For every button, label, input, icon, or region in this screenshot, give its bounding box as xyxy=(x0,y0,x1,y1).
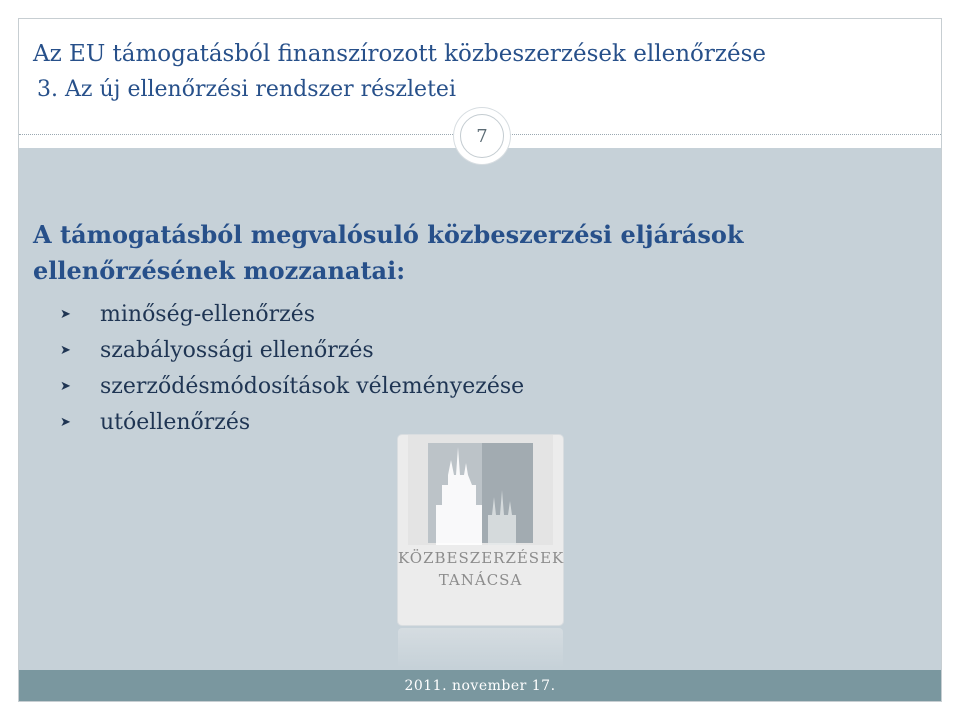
slide-subtitle: 3. Az új ellenőrzési rendszer részletei xyxy=(37,77,456,102)
arrowhead-bullet-icon: ➤ xyxy=(60,342,71,358)
arrowhead-bullet-icon: ➤ xyxy=(60,414,71,430)
logo-text-line2: TANÁCSA xyxy=(438,571,523,589)
content-heading: A támogatásból megvalósuló közbeszerzési eljárások ellenőrzésének mozzanatai: xyxy=(33,220,744,285)
list-item xyxy=(60,368,524,404)
parliament-silhouette-icon xyxy=(398,435,563,545)
page-number: 7 xyxy=(460,114,504,158)
page-number-badge xyxy=(454,108,510,164)
bullet-list xyxy=(60,296,524,440)
slide-title: Az EU támogatásból finanszírozott közbeszerzések ellenőrzése xyxy=(33,41,767,67)
arrowhead-bullet-icon: ➤ xyxy=(60,306,71,322)
kozbeszerzesek-tanacsa-logo xyxy=(398,435,563,625)
arrowhead-bullet-icon: ➤ xyxy=(60,378,71,394)
list-item-text: minőség-ellenőrzés xyxy=(100,301,316,327)
list-item-text: szabályossági ellenőrzés xyxy=(100,337,374,363)
list-item xyxy=(60,332,524,368)
logo-text-line1: KÖZBESZERZÉSEK xyxy=(398,549,565,567)
footer-date: 2011. november 17. xyxy=(404,678,556,694)
list-item xyxy=(60,296,524,332)
logo-reflection xyxy=(398,628,563,668)
list-item-text: utóellenőrzés xyxy=(100,409,251,435)
list-item-text: szerződésmódosítások véleményezése xyxy=(100,373,525,399)
slide-footer xyxy=(19,670,941,701)
